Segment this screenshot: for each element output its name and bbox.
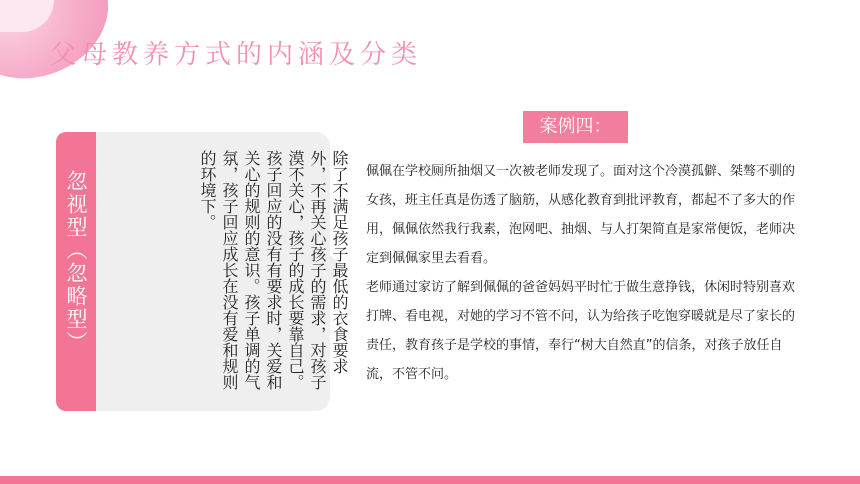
category-tab <box>56 132 96 411</box>
category-label: 忽视型（忽略型） <box>64 170 88 354</box>
definition-text: 除了不满足孩子最低的衣食要求外，不再关心孩子的需求，对孩子漠不关心，孩子的成长要靠自己。孩子回应的没有有要求时，关爱和关心的规则的意识。孩子单调的气氛，孩子回应成长在没有爱和规则的环境下。 <box>198 150 349 390</box>
case-description <box>366 157 798 389</box>
case-paragraph-1: 佩佩在学校厕所抽烟又一次被老师发现了。面对这个冷漠孤僻、桀骜不驯的女孩，班主任真是伤透了脑筋，从感化教育到批评教育，都起不了多大的作用，佩佩依然我行我素，泡网吧、抽烟、与人打架简直是家常便饭，老师决定到佩佩家里去看看。 <box>366 164 796 266</box>
case-badge: 案例四： <box>523 111 628 143</box>
footer-bar <box>0 476 860 484</box>
case-paragraph-2: 老师通过家访了解到佩佩的爸爸妈妈平时忙于做生意挣钱，休闲时特别喜欢打牌、看电视，对她的学习不管不问，认为给孩子吃饱穿暖就是尽了家长的责任，教育孩子是学校的事情，奉行“树大自然直”的信条，对孩子放任自流，不管不问。 <box>366 280 796 382</box>
slide-title: 父母教养方式的内涵及分类 <box>50 40 423 70</box>
